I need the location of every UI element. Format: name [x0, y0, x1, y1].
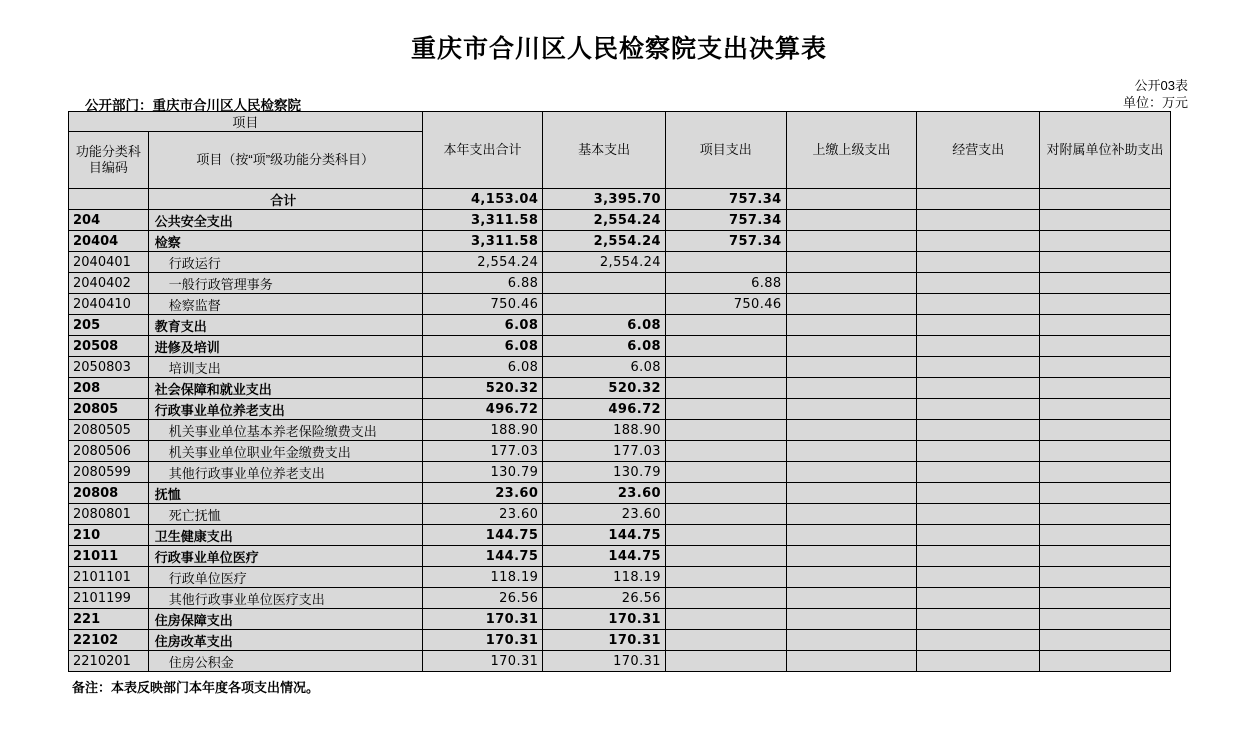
cell-project [665, 609, 786, 630]
cell-basic: 2,554.24 [543, 252, 666, 273]
table-row [69, 399, 1171, 420]
cell-business [917, 525, 1040, 546]
cell-upper [786, 588, 917, 609]
header-group-label: 项目 [69, 112, 423, 132]
cell-code: 2080599 [69, 462, 149, 483]
cell-year-total: 144.75 [422, 525, 543, 546]
cell-basic: 6.08 [543, 357, 666, 378]
cell-subsidy [1040, 504, 1171, 525]
cell-upper [786, 231, 917, 252]
table-row [69, 462, 1171, 483]
cell-year-total: 170.31 [422, 609, 543, 630]
cell-basic: 2,554.24 [543, 210, 666, 231]
cell-project [665, 525, 786, 546]
cell-basic: 118.19 [543, 567, 666, 588]
cell-code: 2210201 [69, 651, 149, 672]
table-row [69, 273, 1171, 294]
cell-upper [786, 378, 917, 399]
cell-basic: 6.08 [543, 336, 666, 357]
cell-code: 20805 [69, 399, 149, 420]
cell-year-total: 6.08 [422, 315, 543, 336]
cell-subsidy [1040, 546, 1171, 567]
cell-basic: 170.31 [543, 609, 666, 630]
cell-upper [786, 567, 917, 588]
cell-year-total: 144.75 [422, 546, 543, 567]
table-row [69, 525, 1171, 546]
cell-basic: 144.75 [543, 546, 666, 567]
page-title: 重庆市合川区人民检察院支出决算表 [410, 34, 827, 63]
cell-code: 208 [69, 378, 149, 399]
cell-subsidy [1040, 378, 1171, 399]
cell-subsidy [1040, 525, 1171, 546]
cell-business [917, 588, 1040, 609]
cell-name: 机关事业单位基本养老保险缴费支出 [148, 420, 422, 441]
table-row [69, 630, 1171, 651]
cell-subsidy [1040, 609, 1171, 630]
cell-year-total: 130.79 [422, 462, 543, 483]
cell-project [665, 462, 786, 483]
cell-code: 2080505 [69, 420, 149, 441]
cell-upper [786, 525, 917, 546]
meta-right-block [1123, 77, 1188, 111]
table-row [69, 546, 1171, 567]
cell-code [69, 189, 149, 210]
cell-name: 卫生健康支出 [148, 525, 422, 546]
cell-project [665, 252, 786, 273]
cell-subsidy [1040, 630, 1171, 651]
cell-name: 公共安全支出 [148, 210, 422, 231]
cell-project [665, 336, 786, 357]
cell-project [665, 483, 786, 504]
cell-upper [786, 357, 917, 378]
cell-subsidy [1040, 483, 1171, 504]
cell-upper [786, 294, 917, 315]
cell-project: 757.34 [665, 189, 786, 210]
cell-subsidy [1040, 567, 1171, 588]
cell-business [917, 336, 1040, 357]
header-project: 项目支出 [665, 112, 786, 189]
cell-business [917, 378, 1040, 399]
header-year-total: 本年支出合计 [422, 112, 543, 189]
cell-upper [786, 420, 917, 441]
cell-business [917, 483, 1040, 504]
table-row [69, 189, 1171, 210]
cell-subsidy [1040, 651, 1171, 672]
table-row [69, 609, 1171, 630]
cell-project [665, 567, 786, 588]
cell-year-total: 3,311.58 [422, 210, 543, 231]
cell-basic [543, 294, 666, 315]
header-name: 项目（按“项”级功能分类科目） [148, 132, 422, 189]
cell-name: 教育支出 [148, 315, 422, 336]
cell-project [665, 546, 786, 567]
cell-business [917, 504, 1040, 525]
cell-code: 221 [69, 609, 149, 630]
table-row [69, 357, 1171, 378]
cell-subsidy [1040, 189, 1171, 210]
header-basic: 基本支出 [543, 112, 666, 189]
cell-project: 6.88 [665, 273, 786, 294]
cell-project: 750.46 [665, 294, 786, 315]
cell-year-total: 170.31 [422, 651, 543, 672]
cell-project [665, 315, 786, 336]
cell-upper [786, 189, 917, 210]
cell-business [917, 420, 1040, 441]
table-row [69, 651, 1171, 672]
cell-upper [786, 273, 917, 294]
cell-year-total: 177.03 [422, 441, 543, 462]
cell-year-total: 23.60 [422, 504, 543, 525]
table-row [69, 441, 1171, 462]
cell-subsidy [1040, 231, 1171, 252]
cell-subsidy [1040, 273, 1171, 294]
cell-project: 757.34 [665, 210, 786, 231]
cell-basic: 188.90 [543, 420, 666, 441]
document-meta [0, 77, 1238, 111]
cell-subsidy [1040, 588, 1171, 609]
expenditure-table [68, 111, 1171, 672]
cell-business [917, 315, 1040, 336]
cell-year-total: 170.31 [422, 630, 543, 651]
cell-code: 20508 [69, 336, 149, 357]
cell-business [917, 630, 1040, 651]
cell-year-total: 118.19 [422, 567, 543, 588]
cell-year-total: 3,311.58 [422, 231, 543, 252]
cell-name: 培训支出 [148, 357, 422, 378]
cell-basic: 2,554.24 [543, 231, 666, 252]
cell-subsidy [1040, 357, 1171, 378]
cell-subsidy [1040, 210, 1171, 231]
cell-upper [786, 609, 917, 630]
table-row [69, 294, 1171, 315]
cell-project [665, 441, 786, 462]
cell-code: 210 [69, 525, 149, 546]
cell-business [917, 567, 1040, 588]
cell-basic: 170.31 [543, 630, 666, 651]
table-row [69, 252, 1171, 273]
cell-subsidy [1040, 399, 1171, 420]
cell-business [917, 210, 1040, 231]
cell-upper [786, 252, 917, 273]
cell-code: 2080506 [69, 441, 149, 462]
cell-upper [786, 651, 917, 672]
cell-basic [543, 273, 666, 294]
cell-subsidy [1040, 252, 1171, 273]
cell-business [917, 399, 1040, 420]
cell-upper [786, 546, 917, 567]
footnote: 备注：本表反映部门本年度各项支出情况。 [72, 680, 320, 695]
cell-upper [786, 504, 917, 525]
cell-code: 22102 [69, 630, 149, 651]
cell-code: 2080801 [69, 504, 149, 525]
cell-code: 2101101 [69, 567, 149, 588]
cell-code: 20404 [69, 231, 149, 252]
header-subsidy: 对附属单位补助支出 [1040, 112, 1171, 189]
table-header-row-top [69, 112, 1171, 132]
cell-subsidy [1040, 420, 1171, 441]
cell-upper [786, 210, 917, 231]
cell-business [917, 231, 1040, 252]
cell-business [917, 357, 1040, 378]
cell-project [665, 651, 786, 672]
cell-business [917, 273, 1040, 294]
header-code: 功能分类科目编码 [69, 132, 149, 189]
cell-project: 757.34 [665, 231, 786, 252]
cell-upper [786, 630, 917, 651]
cell-name: 检察 [148, 231, 422, 252]
cell-year-total: 188.90 [422, 420, 543, 441]
cell-code: 20808 [69, 483, 149, 504]
cell-basic: 3,395.70 [543, 189, 666, 210]
table-row [69, 567, 1171, 588]
cell-name: 进修及培训 [148, 336, 422, 357]
cell-name: 一般行政管理事务 [148, 273, 422, 294]
cell-name: 社会保障和就业支出 [148, 378, 422, 399]
cell-basic: 170.31 [543, 651, 666, 672]
cell-business [917, 609, 1040, 630]
table-row [69, 231, 1171, 252]
table-row [69, 483, 1171, 504]
header-business: 经营支出 [917, 112, 1040, 189]
cell-code: 205 [69, 315, 149, 336]
cell-year-total: 6.08 [422, 357, 543, 378]
table-row [69, 504, 1171, 525]
cell-code: 2101199 [69, 588, 149, 609]
form-number: 公开03表 [1134, 78, 1188, 93]
cell-subsidy [1040, 294, 1171, 315]
cell-project [665, 378, 786, 399]
header-upper: 上缴上级支出 [786, 112, 917, 189]
cell-year-total: 496.72 [422, 399, 543, 420]
cell-project [665, 399, 786, 420]
table-row [69, 336, 1171, 357]
cell-basic: 6.08 [543, 315, 666, 336]
cell-basic: 23.60 [543, 483, 666, 504]
cell-project [665, 357, 786, 378]
cell-project [665, 588, 786, 609]
cell-year-total: 4,153.04 [422, 189, 543, 210]
cell-year-total: 6.88 [422, 273, 543, 294]
cell-basic: 520.32 [543, 378, 666, 399]
cell-name: 其他行政事业单位养老支出 [148, 462, 422, 483]
cell-year-total: 26.56 [422, 588, 543, 609]
cell-upper [786, 336, 917, 357]
cell-name: 死亡抚恤 [148, 504, 422, 525]
cell-subsidy [1040, 441, 1171, 462]
cell-code: 21011 [69, 546, 149, 567]
cell-name: 机关事业单位职业年金缴费支出 [148, 441, 422, 462]
cell-basic: 144.75 [543, 525, 666, 546]
cell-basic: 23.60 [543, 504, 666, 525]
table-row [69, 378, 1171, 399]
cell-upper [786, 315, 917, 336]
cell-year-total: 23.60 [422, 483, 543, 504]
cell-name: 行政事业单位养老支出 [148, 399, 422, 420]
cell-business [917, 462, 1040, 483]
cell-name: 检察监督 [148, 294, 422, 315]
cell-code: 204 [69, 210, 149, 231]
cell-year-total: 2,554.24 [422, 252, 543, 273]
cell-name: 其他行政事业单位医疗支出 [148, 588, 422, 609]
table-row [69, 420, 1171, 441]
cell-business [917, 189, 1040, 210]
cell-name: 合计 [148, 189, 422, 210]
cell-business [917, 546, 1040, 567]
cell-basic: 177.03 [543, 441, 666, 462]
expenditure-report-page [0, 33, 1238, 747]
cell-business [917, 294, 1040, 315]
cell-name: 住房公积金 [148, 651, 422, 672]
department-line: 公开部门：重庆市合川区人民检察院 [85, 98, 301, 113]
cell-name: 行政事业单位医疗 [148, 546, 422, 567]
cell-name: 住房保障支出 [148, 609, 422, 630]
cell-project [665, 630, 786, 651]
cell-code: 2050803 [69, 357, 149, 378]
table-body [69, 189, 1171, 672]
cell-basic: 496.72 [543, 399, 666, 420]
cell-subsidy [1040, 336, 1171, 357]
cell-name: 行政运行 [148, 252, 422, 273]
cell-upper [786, 399, 917, 420]
cell-project [665, 504, 786, 525]
table-row [69, 210, 1171, 231]
table-row [69, 588, 1171, 609]
cell-basic: 130.79 [543, 462, 666, 483]
cell-basic: 26.56 [543, 588, 666, 609]
cell-business [917, 651, 1040, 672]
cell-project [665, 420, 786, 441]
table-row [69, 315, 1171, 336]
unit-note: 单位：万元 [1122, 95, 1188, 110]
cell-subsidy [1040, 315, 1171, 336]
cell-upper [786, 462, 917, 483]
cell-subsidy [1040, 462, 1171, 483]
cell-upper [786, 441, 917, 462]
cell-business [917, 252, 1040, 273]
cell-name: 住房改革支出 [148, 630, 422, 651]
cell-upper [786, 483, 917, 504]
cell-business [917, 441, 1040, 462]
cell-name: 行政单位医疗 [148, 567, 422, 588]
cell-year-total: 520.32 [422, 378, 543, 399]
cell-code: 2040401 [69, 252, 149, 273]
cell-year-total: 750.46 [422, 294, 543, 315]
cell-code: 2040402 [69, 273, 149, 294]
cell-code: 2040410 [69, 294, 149, 315]
cell-year-total: 6.08 [422, 336, 543, 357]
cell-name: 抚恤 [148, 483, 422, 504]
